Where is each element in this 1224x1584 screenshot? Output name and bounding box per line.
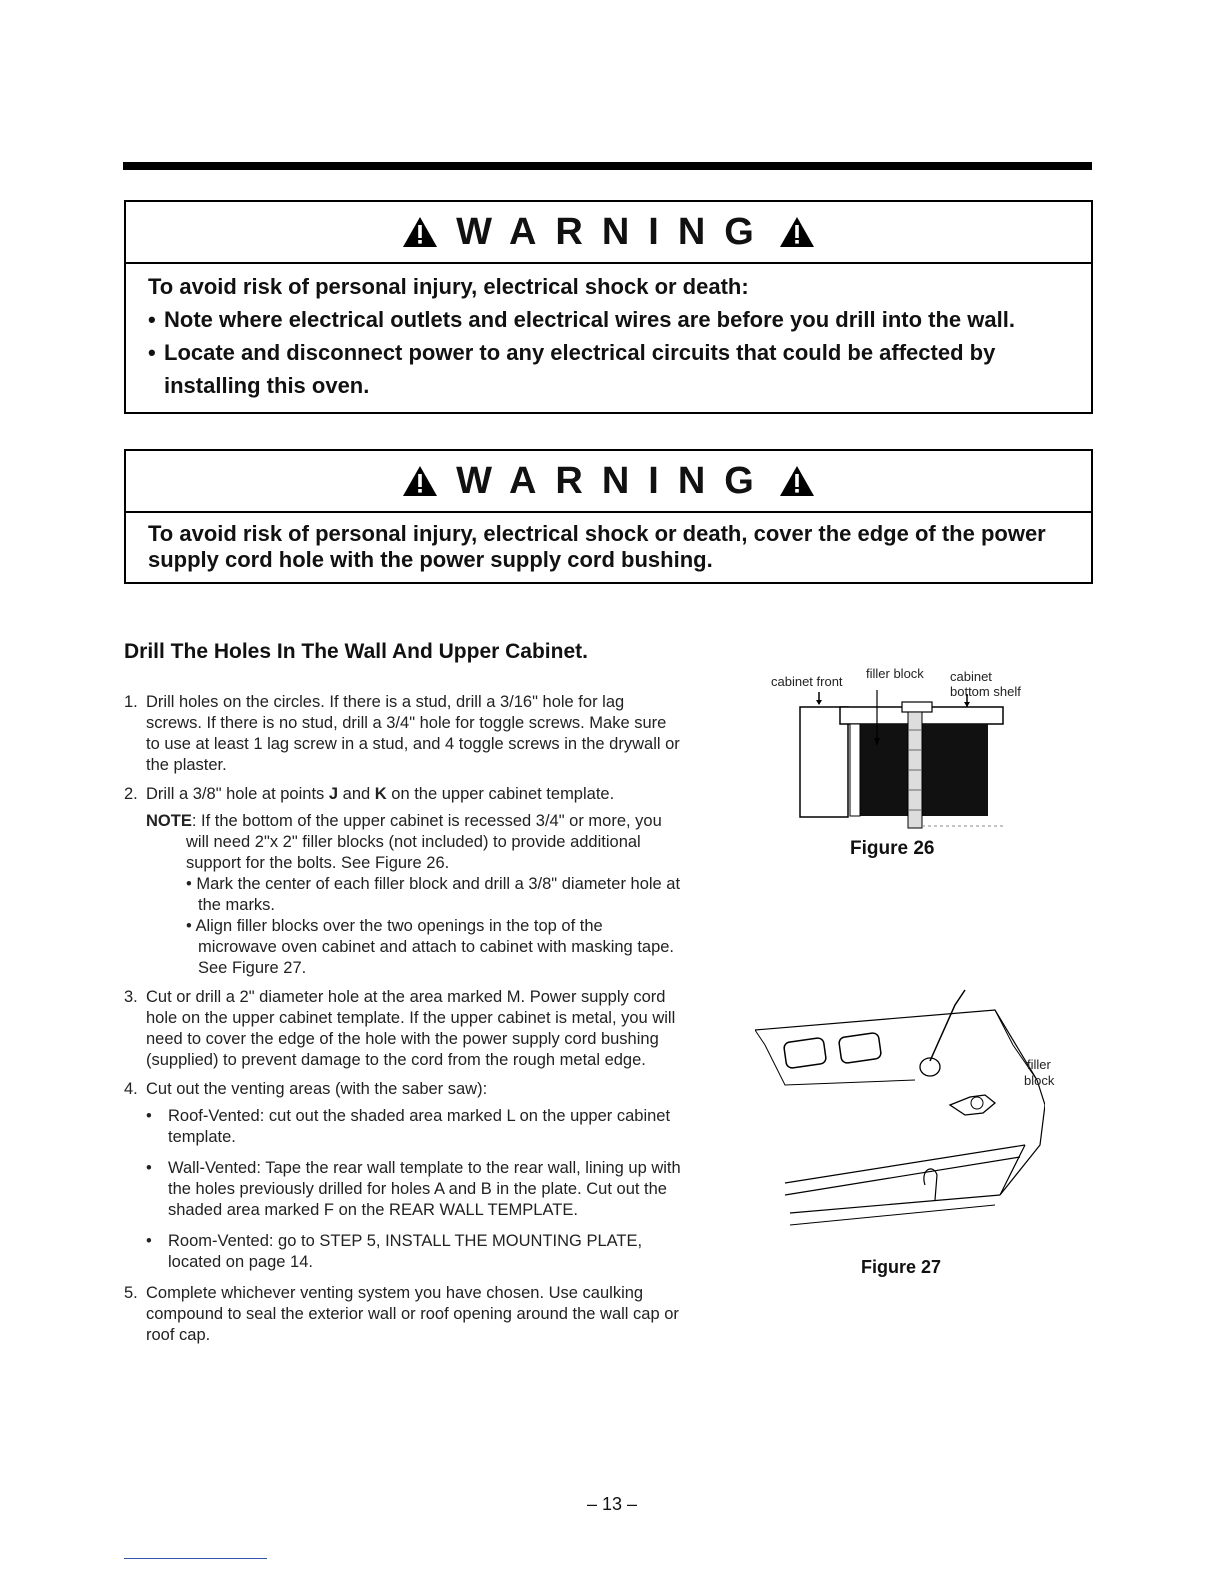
label-filler: filler — [1027, 1057, 1051, 1072]
warning-box-2 — [124, 449, 1093, 584]
note-block — [146, 811, 684, 979]
step-1: 1. Drill holes on the circles. If there is a stud, drill a 3/16" hole for lag screws. If there is no stud, drill a 3/4" hole for toggle screws. Make sure to use at least 1 lag screw in a stud, and 4 toggle screws in the drywall or the plaster. — [124, 693, 680, 774]
warning-bullet: • Locate and disconnect power to any electrical circuits that could be affected by installing this oven. — [148, 340, 996, 398]
figure-27-diagram — [755, 985, 1045, 1240]
label-block: block — [1024, 1073, 1055, 1088]
warning-box-1 — [124, 200, 1093, 414]
warning-header — [126, 202, 1091, 264]
warning-body — [126, 264, 1091, 416]
note-label: NOTE — [146, 812, 192, 830]
steps-list — [124, 692, 684, 1354]
label-cabinet-front: cabinet front — [771, 674, 843, 689]
warning-triangle-icon — [402, 216, 438, 248]
note-sub-item: • Align filler blocks over the two openings in the top of the microwave oven cabinet and attach to cabinet with masking tape. See Figure 27. — [186, 917, 675, 977]
warning-title: WARNING — [456, 459, 773, 502]
step-2: 2. Drill a 3/8" hole at points J and K on the upper cabinet template. — [124, 785, 615, 803]
footer-rule — [124, 1558, 267, 1559]
step-3: 3. Cut or drill a 2" diameter hole at the area marked M. Power supply cord hole on the upper cabinet template. If the upper cabinet is metal, you will need to cover the edge of the hole with the power supply cord bushing (supplied) to prevent damage to the cord from the rough metal edge. — [124, 988, 676, 1069]
note-sub-item: • Mark the center of each filler block and drill a 3/8" diameter hole at the marks. — [186, 875, 681, 914]
step-4: 4. Cut out the venting areas (with the saber saw): — [124, 1080, 488, 1098]
label-cabinet: cabinet — [950, 669, 992, 684]
venting-item-room: • Room-Vented: go to STEP 5, INSTALL THE MOUNTING PLATE, located on page 14. — [146, 1232, 643, 1271]
label-filler-block: filler block — [866, 666, 924, 681]
step-5: 5. Complete whichever venting system you have chosen. Use caulking compound to seal the exterior wall or roof opening around the wall cap or roof cap. — [124, 1284, 679, 1344]
warning-triangle-icon — [402, 465, 438, 497]
note-text: : If the bottom of the upper cabinet is recessed 3/4" or more, you will need 2"x 2" filler blocks (not included) to provide additional support for the bolts. See Figure 26. — [186, 812, 662, 872]
label-bottom-shelf: bottom shelf — [950, 684, 1021, 699]
section-heading: Drill The Holes In The Wall And Upper Cabinet. — [124, 640, 588, 663]
page-number: – 13 – — [586, 1494, 638, 1514]
warning-intro: To avoid risk of personal injury, electrical shock or death: — [148, 274, 749, 299]
figure-26-caption: Figure 26 — [850, 838, 935, 859]
figure-27-caption: Figure 27 — [861, 1257, 942, 1277]
warning-triangle-icon — [779, 465, 815, 497]
warning-title: WARNING — [456, 210, 773, 253]
warning-body: To avoid risk of personal injury, electrical shock or death, cover the edge of the power supply cord hole with the power supply cord bushing. — [148, 521, 1046, 572]
warning-triangle-icon — [779, 216, 815, 248]
venting-item-roof: • Roof-Vented: cut out the shaded area marked L on the upper cabinet template. — [146, 1107, 671, 1146]
warning-bullet: • Note where electrical outlets and electrical wires are before you drill into the wall. — [148, 307, 1015, 332]
warning-header — [126, 451, 1091, 513]
venting-item-wall: • Wall-Vented: Tape the rear wall template to the rear wall, lining up with the holes previously drilled for holes A and B in the plate. Cut out the shaded area marked F on the REAR WALL TEMPLATE. — [146, 1159, 681, 1219]
figure-26-diagram — [790, 690, 1020, 830]
top-rule — [123, 162, 1092, 170]
